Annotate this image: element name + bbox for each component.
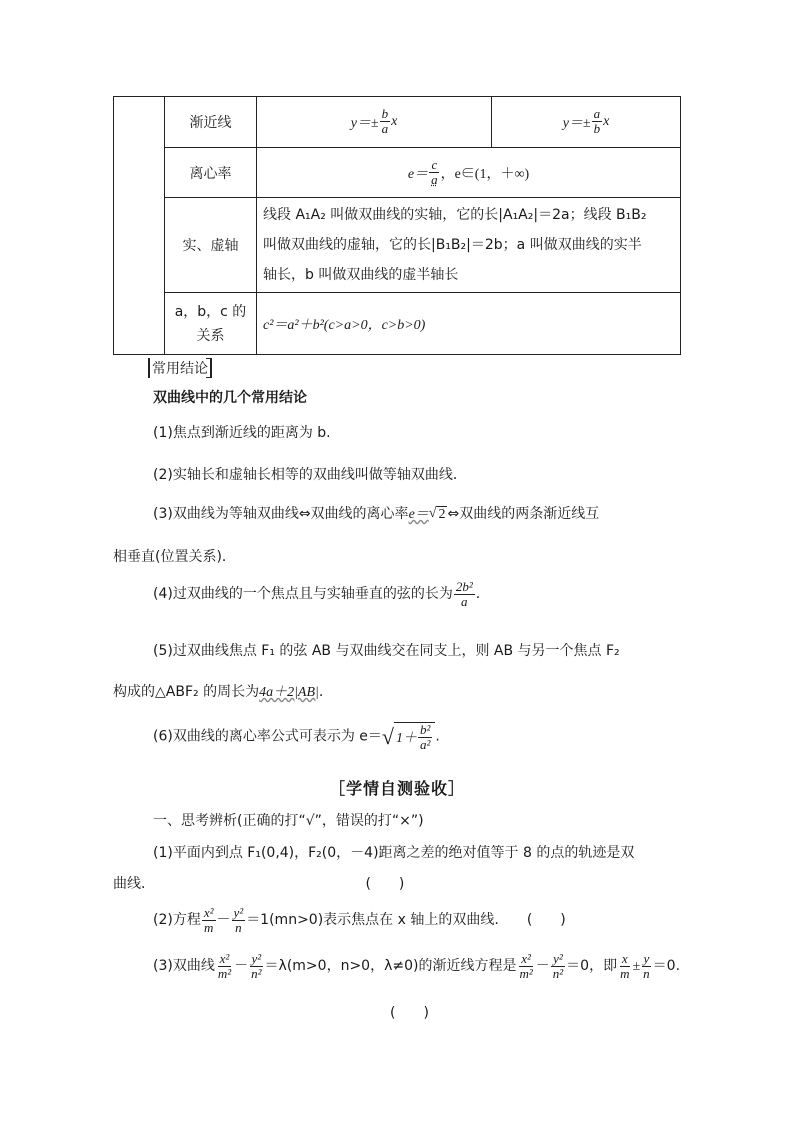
axes-line-1: 线段 A₁A₂ 叫做双曲线的实轴，它的长|A₁A₂|＝2a；线段 B₁B₂ [263, 207, 647, 223]
question-1: (1)平面内到点 F₁(0,4)，F₂(0，－4)距离之差的绝对值等于 8 的点的轨迹是双 [153, 845, 635, 861]
abc-relation-label: a，b，c 的 关系 [174, 303, 247, 344]
asymptote-formula-x-axis: y＝± $\frac{b}{a}$ x [350, 106, 398, 136]
question-3: (3)双曲线 $\frac{\text{x²}}{\text{m²}}$ － $\frac{\text{y²}}{\text{n²}}$ ＝λ(m>0，n>0，λ≠0)的渐近线方程是 $\frac{\text{x²}}{\text{m²}}$ － $\frac{\text{y²}}{\text{n²}}$ ＝0，即 $\frac{x}{m}$ ± $\frac{y}{n}$ ＝0. [153, 951, 681, 981]
asymptote-label: 渐近线 [189, 114, 232, 131]
conclusion-5-cont: 构成的△ABF₂ 的周长为4a＋2|AB|. [113, 684, 324, 700]
common-conclusions-tag: 常用结论 [148, 358, 208, 378]
answer-blank-2[interactable]: ( ) [526, 912, 566, 929]
self-test-title: ［学情自测验收］ [328, 779, 465, 798]
axes-line-2: 叫做双曲线的虚轴，它的长|B₁B₂|＝2b；a 叫做双曲线的实半 [263, 237, 642, 253]
asymptote-formula-y-axis: y＝± $\frac{a}{b}$ x [562, 106, 610, 136]
conclusion-5: (5)过双曲线焦点 F₁ 的弦 AB 与双曲线交在同支上，则 AB 与另一个焦点 F₂ [153, 643, 620, 659]
conclusion-3-cont: 相垂直(位置关系)． [113, 549, 236, 565]
eccentricity-label: 离心率 [189, 165, 232, 182]
conclusion-3: (3)双曲线为等轴双曲线⇔双曲线的离心率e＝ √ 2 ⇔双曲线的两条渐近线互 [153, 506, 600, 522]
hyperbola-properties-table [113, 96, 681, 355]
conclusion-6: (6)双曲线的离心率公式可表示为 e＝ √ 1＋ $\frac{\text{b²}}{\text{a²}}$ . [153, 722, 440, 752]
axes-label: 实、虚轴 [182, 238, 239, 254]
conclusion-2: (2)实轴长和虚轴长相等的双曲线叫做等轴双曲线． [153, 467, 467, 483]
eccentricity-formula: e＝ $\frac{c}{a}$ ，e∈(1，＋∞) [407, 157, 530, 187]
answer-blank-1[interactable]: ( ) [365, 876, 405, 892]
axes-description [263, 198, 677, 292]
conclusion-1: (1)焦点到渐近线的距离为 b. [153, 425, 331, 441]
conclusions-heading: 双曲线中的几个常用结论 [153, 390, 307, 406]
part-one-instructions: 一、思考辨析(正确的打“√”，错误的打“×”) [153, 813, 424, 829]
question-1-cont: 曲线. ( ) [113, 876, 405, 892]
question-2: (2)方程 $\frac{\text{x²}}{m}$ － $\frac{\text{y²}}{n}$ ＝1(mn>0)表示焦点在 x 轴上的双曲线. ( ) [153, 905, 566, 935]
abc-relation-formula: c²＝a²＋b²(c>a>0，c>b>0) [263, 317, 426, 333]
conclusion-4: (4)过双曲线的一个焦点且与实轴垂直的弦的长为 $\frac{\text{2b²}}{a}$ . [153, 579, 481, 609]
axes-line-3: 轴长，b 叫做双曲线的虚半轴长 [263, 267, 459, 283]
answer-blank-3[interactable]: ( ) [390, 1005, 429, 1021]
